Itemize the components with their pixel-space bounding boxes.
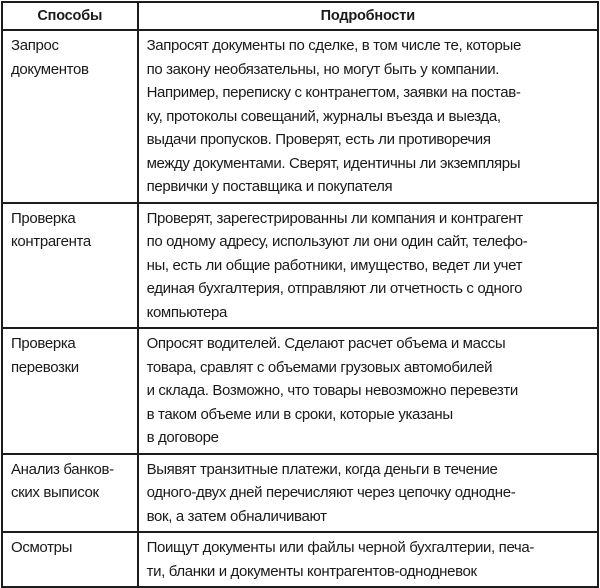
method-cell (2, 203, 138, 329)
details-line: по одному адресу, используют ли они один сайт, телефо- (146, 233, 528, 250)
details-line: ти, бланки и документы контрагентов-однодневок (146, 562, 477, 580)
details-line: Выявят транзитные платежи, когда деньги в течение (146, 460, 498, 478)
table-row (2, 30, 598, 203)
table-row (2, 328, 598, 454)
details-cell (138, 328, 598, 454)
method-line: Проверка (11, 209, 76, 227)
method-cell (2, 30, 138, 203)
table-row (2, 203, 598, 329)
method-line: Анализ банков- (11, 460, 114, 478)
details-line: Например, переписку с контранегтом, заявки на постав- (146, 84, 521, 101)
details-line: и склада. Возможно, что товары невозможно перевезти (146, 382, 518, 399)
table-row (2, 532, 598, 587)
method-line: контрагента (11, 233, 91, 250)
header-row (2, 2, 598, 30)
method-line: документов (11, 60, 89, 78)
details-line: товара, сравлят с объемами грузовых автомобилей (146, 358, 493, 376)
method-line: Запрос (11, 37, 59, 54)
details-line: Запросят документы по сделке, в том числе те, которые (146, 37, 521, 54)
method-cell (2, 328, 138, 454)
details-line: в таком объеме или в сроки, которые указаны (146, 405, 453, 423)
details-line: Опросят водителей. Сделают расчет объема и массы (146, 335, 506, 352)
details-line: первички у поставщика и покупателя (146, 178, 393, 195)
details-cell (138, 454, 598, 533)
details-line: ку, протоколы совещаний, журналы въезда и выезда, (146, 107, 501, 125)
methods-table (1, 1, 599, 588)
details-line: вок, а затем обналичивают (146, 507, 327, 525)
details-line: выдачи пропусков. Проверят, есть ли противоречия (146, 131, 491, 148)
details-line: единая бухгалтерия, отправляют ли отчетность с одного (146, 280, 523, 297)
method-line: Проверка (11, 335, 76, 352)
method-cell (2, 532, 138, 587)
method-cell (2, 454, 138, 533)
details-line: в договоре (146, 429, 219, 446)
details-cell (138, 532, 598, 587)
details-cell (138, 203, 598, 329)
details-line: Поищут документы или файлы черной бухгалтерии, печа- (146, 539, 535, 556)
method-line: ских выписок (11, 484, 99, 501)
details-cell (138, 30, 598, 203)
details-line: компьютера (146, 303, 228, 321)
details-line: между документами. Сверят, идентичны ли экземпляры (146, 154, 521, 172)
header-methods: Способы (2, 2, 138, 30)
method-line: Осмотры (11, 539, 73, 556)
method-line: перевозки (11, 358, 79, 376)
table-row (2, 454, 598, 533)
details-line: ны, есть ли общие работники, имущество, ведет ли учет (146, 256, 523, 274)
details-line: Проверят, зарегестрированны ли компания и контрагент (146, 209, 523, 227)
details-line: по закону необязательны, но могут быть у компании. (146, 60, 500, 78)
header-details: Подробности (138, 2, 598, 30)
details-line: одного-двух дней перечисляют через цепочку однодне- (146, 484, 516, 501)
